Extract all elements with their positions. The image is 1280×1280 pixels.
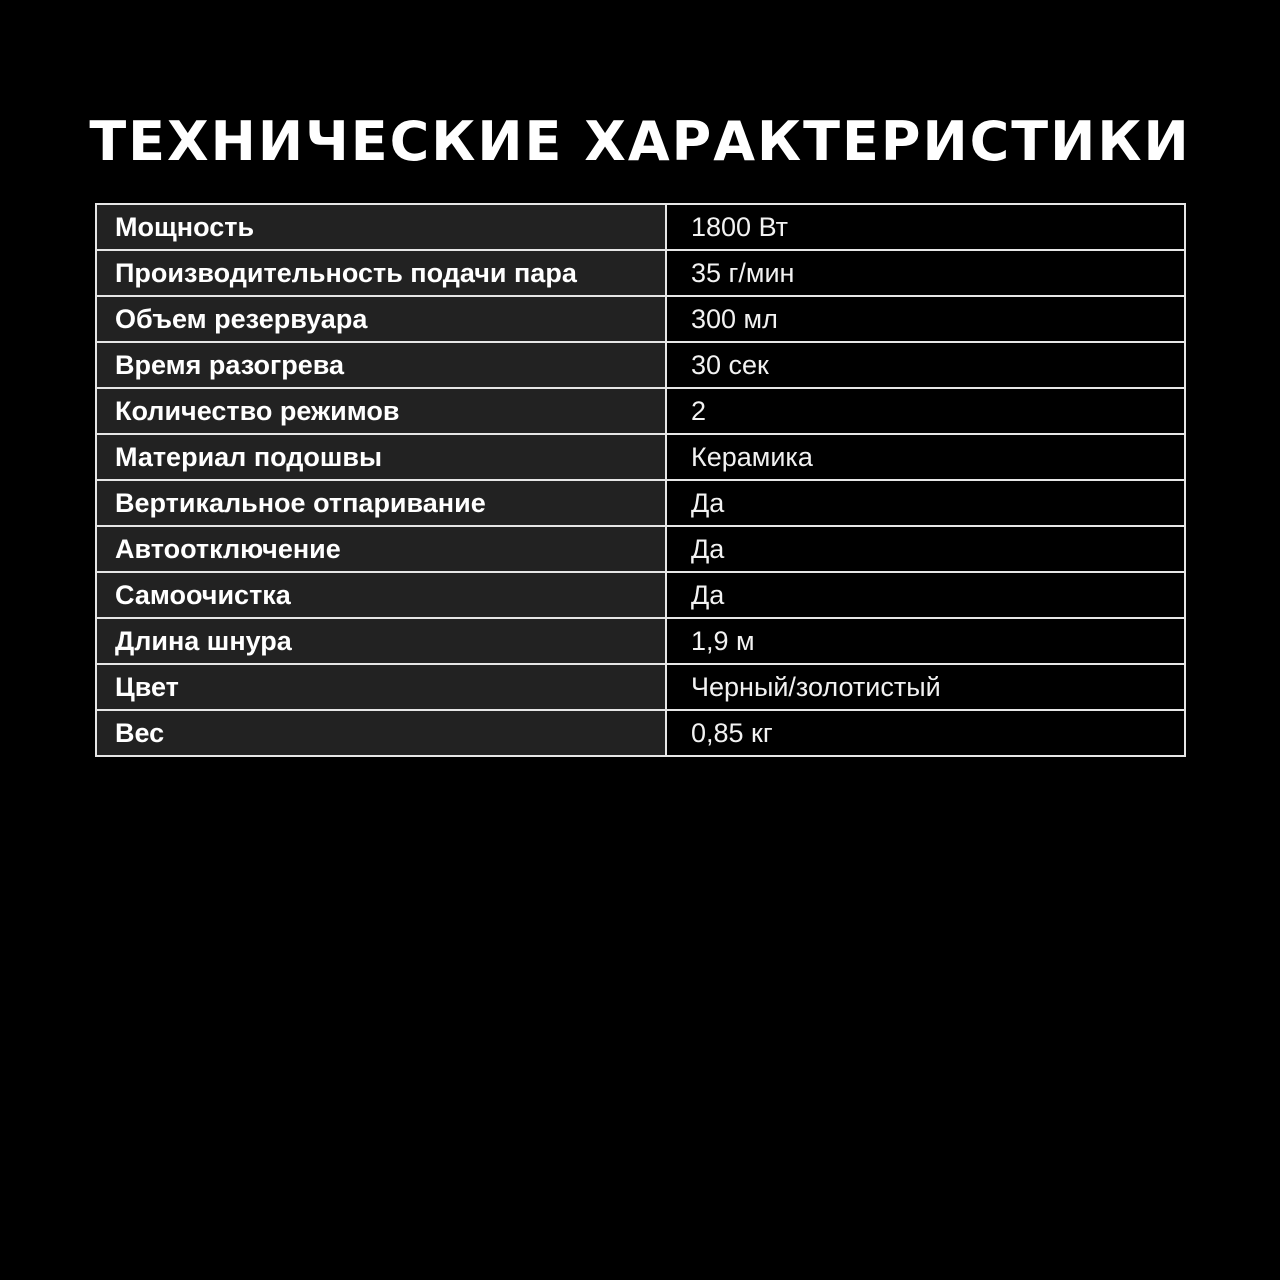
spec-value: Да	[666, 526, 1185, 572]
spec-label: Вертикальное отпаривание	[96, 480, 666, 526]
table-row	[96, 480, 1185, 526]
spec-label: Материал подошвы	[96, 434, 666, 480]
spec-label: Самоочистка	[96, 572, 666, 618]
spec-value: Да	[666, 572, 1185, 618]
spec-label: Длина шнура	[96, 618, 666, 664]
table-row	[96, 296, 1185, 342]
spec-label: Автоотключение	[96, 526, 666, 572]
spec-label: Вес	[96, 710, 666, 756]
table-row	[96, 618, 1185, 664]
spec-label: Время разогрева	[96, 342, 666, 388]
page-title: ТЕХНИЧЕСКИЕ ХАРАКТЕРИСТИКИ	[89, 110, 1191, 174]
spec-value: Да	[666, 480, 1185, 526]
table-row	[96, 526, 1185, 572]
spec-label: Количество режимов	[96, 388, 666, 434]
spec-value: 0,85 кг	[666, 710, 1185, 756]
spec-value: 35 г/мин	[666, 250, 1185, 296]
table-row	[96, 204, 1185, 250]
table-row	[96, 388, 1185, 434]
table-row	[96, 434, 1185, 480]
spec-label: Производительность подачи пара	[96, 250, 666, 296]
spec-value: 1800 Вт	[666, 204, 1185, 250]
spec-value: 300 мл	[666, 296, 1185, 342]
specs-table	[95, 203, 1186, 757]
spec-value: Черный/золотистый	[666, 664, 1185, 710]
table-row	[96, 710, 1185, 756]
spec-value: 30 сек	[666, 342, 1185, 388]
spec-value: 1,9 м	[666, 618, 1185, 664]
table-row	[96, 250, 1185, 296]
spec-label: Объем резервуара	[96, 296, 666, 342]
spec-label: Мощность	[96, 204, 666, 250]
spec-value: 2	[666, 388, 1185, 434]
spec-value: Керамика	[666, 434, 1185, 480]
table-row	[96, 342, 1185, 388]
table-row	[96, 664, 1185, 710]
spec-label: Цвет	[96, 664, 666, 710]
table-row	[96, 572, 1185, 618]
